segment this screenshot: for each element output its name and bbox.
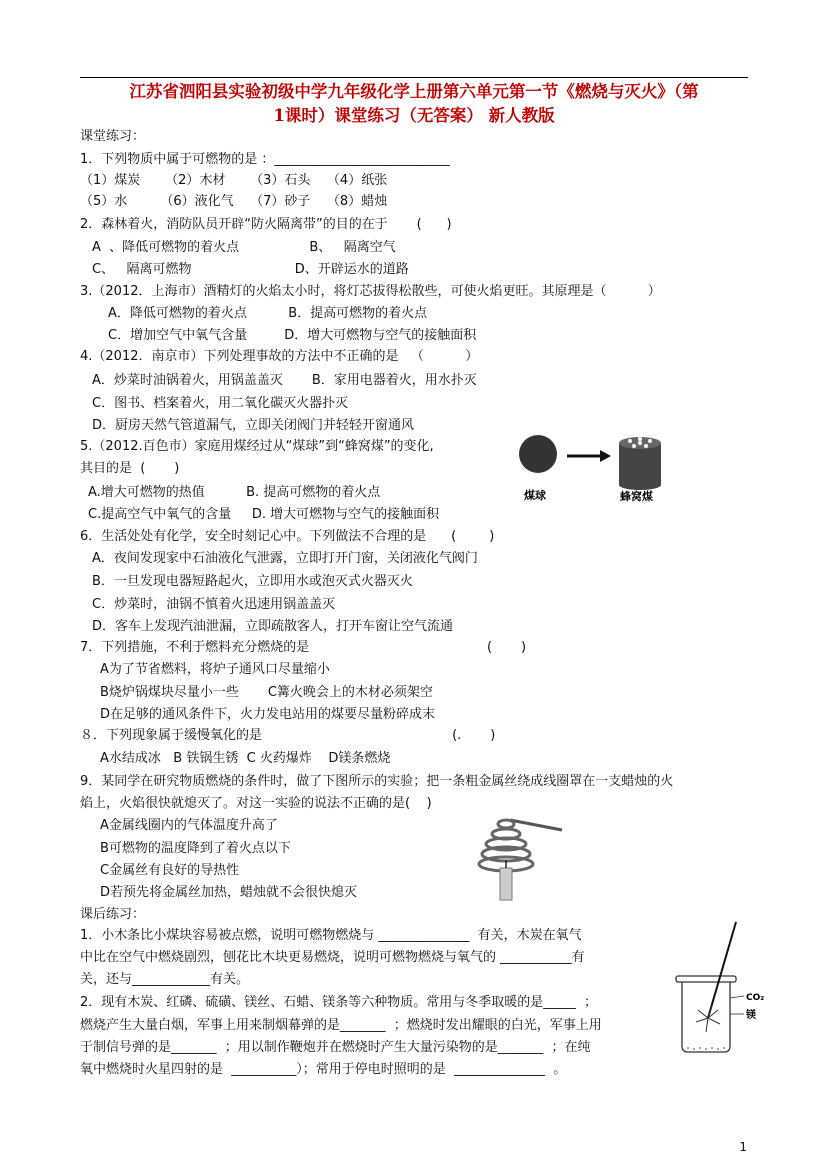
- candle-icon: [500, 860, 512, 900]
- q7-option-d: D在足够的通风条件下，火力发电站用的煤要尽量粉碎成末: [100, 707, 436, 722]
- q2-stem: 2．森林着火，消防队员开辟“防火隔离带”的目的在于 ( ): [80, 217, 452, 232]
- q6-option-b: B．一旦发现电器短路起火，立即用水或泡灭式火器灭火: [92, 574, 413, 589]
- q1-stem: 1．下列物质中属于可燃物的是 ：___________________________: [80, 152, 450, 167]
- q4-options-ab: A．炒菜时油锅着火，用锅盖盖灭 B．家用电器着火，用水扑灭: [92, 373, 477, 388]
- metal-coil-candle-figure: [470, 810, 570, 905]
- q3-options-ab: A．降低可燃物的着火点 B．提高可燃物的着火点: [108, 306, 428, 321]
- q2-options-ab: A 、降低可燃物的着火点 B、 隔离空气: [92, 240, 396, 255]
- doc-title-line2: 1课时）课堂练习（无答案） 新人教版: [273, 106, 555, 125]
- q5-options-ab: A.增大可燃物的热值 B. 提高可燃物的着火点: [88, 485, 381, 500]
- q7-stem: 7．下列措施，不利于燃料充分燃烧的是 ( ): [80, 640, 527, 655]
- q5-stem-line1: 5.（2012.百色市）家庭用煤经过从“煤球”到“蜂窝煤”的变化,: [80, 439, 434, 454]
- q4-option-d: D．厨房天然气管道漏气，立即关闭阀门并轻轻开窗通风: [92, 418, 415, 433]
- q3-stem: 3.（2012．上海市）酒精灯的火焰太小时，将灯芯拔得松散些，可使火焰更旺。其原理是（ ）: [80, 284, 661, 299]
- q9-option-d: D若预先将金属丝加热，蜡烛就不会很快熄灭: [100, 885, 358, 900]
- q3-options-cd: C．增加空气中氧气含量 D．增大可燃物与空气的接触面积: [108, 328, 477, 343]
- q8-stem: ８．下列现象属于缓慢氧化的是 (. ): [80, 728, 496, 743]
- q4-stem: 4.（2012．南京市）下列处理事故的方法中不正确的是 （ ）: [80, 349, 479, 364]
- gas-jar-icon: [676, 976, 736, 1052]
- coal-ball-to-honeycomb-figure: [512, 428, 672, 503]
- q2-options-cd: C、 隔离可燃物 D、开辟运水的道路: [92, 262, 409, 277]
- honeycomb-label: 蜂窝煤: [620, 490, 653, 503]
- q9-option-c: C金属丝有良好的导热性: [100, 863, 240, 878]
- q5-stem-line2: 其目的是 ( ): [80, 461, 180, 476]
- q1-options-row2: （5）水 （6）液化气 （7）砂子 （8）蜡烛: [80, 194, 388, 209]
- hw2-line3: 于制信号弹的是_______ ；用以制作鞭炮并在燃烧时产生大量污染物的是_______ ；在纯: [80, 1040, 591, 1055]
- doc-title-line1: 江苏省泗阳县实验初级中学九年级化学上册第六单元第一节《燃烧与灭火》（第: [129, 82, 699, 101]
- coal-ball-icon: [519, 435, 557, 473]
- q9-stem-line1: 9．某同学在研究物质燃烧的条件时，做了下图所示的实验；把一条粗金属丝绕成线圈罩在一支蜡烛的火: [80, 774, 674, 789]
- co2-jar-magnesium-figure: [672, 918, 772, 1058]
- hw2-line2: 燃烧产生大量白烟，军事上用来制烟幕弹的是_______ ；燃烧时发出耀眼的白光，军事上用: [80, 1018, 602, 1033]
- q9-option-a: A金属线圈内的气体温度升高了: [100, 818, 278, 833]
- coal-ball-label: 煤球: [524, 489, 546, 502]
- q1-options-row1: （1）煤炭 （2）木材 （3）石头 （4）纸张: [80, 173, 388, 188]
- q6-option-c: C．炒菜时，油锅不慎着火迅速用锅盖盖灭: [92, 597, 336, 612]
- magnesium-label: 镁: [746, 1010, 756, 1021]
- q7-option-a: A为了节省燃料，将炉子通风口尽量缩小: [100, 662, 330, 677]
- q6-stem: 6．生活处处有化学，安全时刻记心中。下列做法不合理的是 ( ): [80, 529, 495, 544]
- magnesium-strip-icon: [708, 922, 736, 1018]
- q8-options: A水结成冰 B 铁锅生锈 C 火药爆炸 D镁条燃烧: [100, 751, 391, 766]
- q6-option-a: A．夜间发现家中石油液化气泄露，立即打开门窗，关闭液化气阀门: [92, 551, 478, 566]
- hw1-line2: 中比在空气中燃烧剧烈，刨花比木块更易燃烧，说明可燃物燃烧与氧气的 ___________有: [80, 950, 585, 965]
- q9-option-b: B可燃物的温度降到了着火点以下: [100, 841, 291, 856]
- hw1-line1: 1．小木条比小煤块容易被点燃，说明可燃物燃烧与 ______________ 有关，木炭在氧气: [80, 928, 582, 943]
- header-rule: [80, 77, 748, 78]
- hw1-line3: 关，还与____________有关。: [80, 972, 250, 987]
- honeycomb-briquette-icon: [619, 437, 661, 490]
- page-number: 1: [739, 1140, 747, 1154]
- q9-stem-line2: 焰上，火焰很快就熄灭了。对这一实验的说法不正确的是( ): [80, 796, 432, 811]
- hw2-line1: 2．现有木炭、红磷、硫磺、镁丝、石蜡、镁条等六种物质。常用与冬季取暖的是_____ ；: [80, 995, 598, 1010]
- co2-label: CO₂: [746, 993, 765, 1003]
- q5-options-cd: C.提高空气中氧气的含量 D. 增大可燃物与空气的接触面积: [88, 507, 440, 522]
- q6-option-d: D．客车上发现汽油泄漏，立即疏散客人，打开车窗让空气流通: [92, 619, 454, 634]
- hw2-line4: 氧中燃烧时火星四射的是 __________）；常用于停电时照明的是 ______________ 。: [80, 1062, 567, 1077]
- section-heading-class: 课堂练习：: [80, 129, 146, 144]
- q7-options-bc: B烧炉锅煤块尽量小一些 C篝火晚会上的木材必须架空: [100, 685, 433, 700]
- q4-option-c: C．图书、档案着火，用二氧化碳灭火器扑灭: [92, 396, 349, 411]
- section-heading-homework: 课后练习：: [80, 907, 146, 922]
